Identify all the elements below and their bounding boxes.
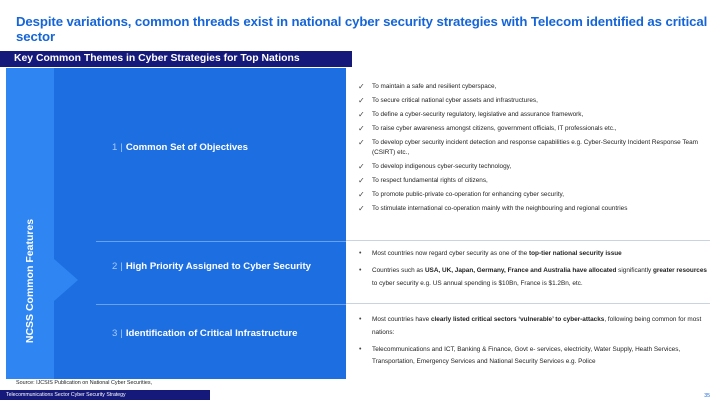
objective-item: ✓ To promote public-private co-operation for enhancing cyber security, [358, 190, 565, 199]
objective-item: ✓ To develop indigenous cyber-security technology, [358, 162, 512, 171]
source-note: Source: IJCSIS Publication on National Cyber Securities, [16, 380, 153, 386]
bullet-icon: • [359, 316, 362, 323]
infrastructure-bullet: • Most countries have clearly listed critical sectors ‘vulnerable’ to cyber-attacks, following being common for most nations: [359, 316, 702, 336]
infrastructure-bullet: • Telecommunications and ICT, Banking & Finance, Govt e- services, electricity, Water Supply, Heath Services, Transportation, Emergency Services and National Security Services e.g. Police [359, 345, 681, 365]
objective-item: ✓ To maintain a safe and resilient cyberspace, [358, 82, 497, 91]
check-icon: ✓ [358, 96, 365, 105]
check-icon: ✓ [358, 204, 365, 213]
check-icon: ✓ [358, 138, 365, 147]
slide-title: Despite variations, common threads exist in national cyber security strategies with Telecom identified as critical sector [16, 14, 708, 44]
check-icon: ✓ [358, 190, 365, 199]
theme-3-label: 3 | Identification of Critical Infrastructure [112, 328, 298, 339]
theme-separator [96, 241, 346, 242]
objective-item: ✓ To define a cyber-security regulatory, legislative and assurance framework, [358, 110, 584, 119]
priority-list [346, 248, 710, 295]
objective-item: ✓ To respect fundamental rights of citizens, [358, 176, 488, 185]
theme-separator [96, 304, 346, 305]
check-icon: ✓ [358, 176, 365, 185]
check-icon: ✓ [358, 124, 365, 133]
subtitle-bar: Key Common Themes in Cyber Strategies for Top Nations [0, 51, 352, 67]
section-divider [346, 303, 710, 304]
priority-bullet: • Most countries now regard cyber security as one of the top-tier national security issue [346, 248, 710, 261]
side-label: NCSS Common Features [24, 218, 36, 344]
theme-1-label: 1 | Common Set of Objectives [112, 142, 248, 153]
bullet-icon: • [359, 345, 362, 353]
pointer-arrow [54, 259, 78, 301]
objective-item: ✓ To raise cyber awareness amongst citizens, government officials, IT professionals etc., [358, 124, 617, 133]
details-panel [346, 68, 710, 379]
check-icon: ✓ [358, 110, 365, 119]
footer-bar: Telecommunications Sector Cyber Security Strategy [0, 390, 210, 400]
objective-item: ✓ To stimulate international co-operation mainly with the neighbouring and regional countries [358, 204, 628, 213]
section-divider [346, 240, 710, 241]
priority-bullet: • Countries such as USA, UK, Japan, Germany, France and Australia have allocated significantly greater resources to cyber security e.g. US annual spending is $10Bn, France is $1.2Bn, etc. [359, 267, 707, 287]
theme-2-label: 2 | High Priority Assigned to Cyber Security [112, 261, 312, 272]
page-number: 35 [704, 393, 710, 399]
themes-panel [6, 68, 346, 379]
check-icon: ✓ [358, 162, 365, 171]
infrastructure-list [346, 314, 710, 373]
check-icon: ✓ [358, 82, 365, 91]
objective-item: ✓ To secure critical national cyber assets and infrastructures, [358, 96, 538, 105]
bullet-icon: • [359, 250, 362, 257]
objective-item: ✓ To develop cyber security incident detection and response capabilities e.g. Cyber-Security Incident Response Team (CSIRT) etc., [358, 138, 698, 156]
bullet-icon: • [359, 267, 362, 274]
objectives-list [346, 82, 710, 218]
